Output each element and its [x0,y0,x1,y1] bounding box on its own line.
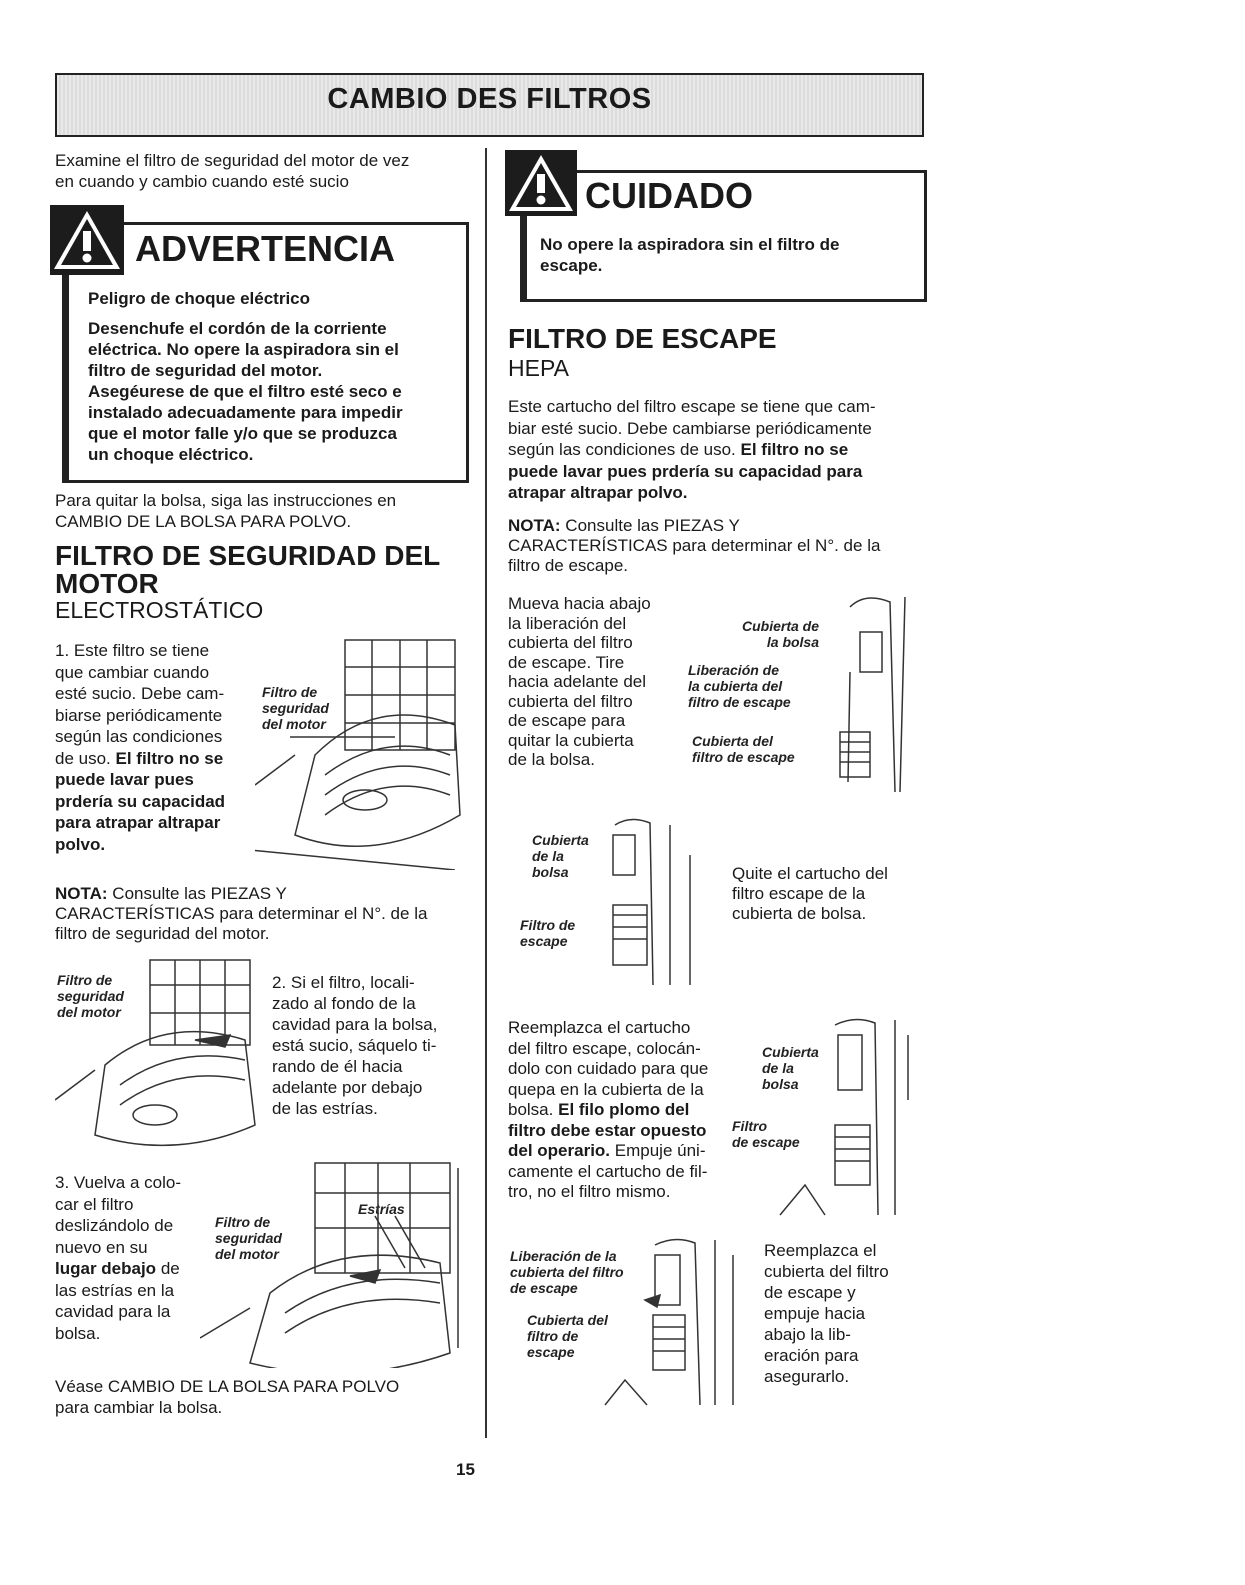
see-also-text: Véase CAMBIO DE LA BOLSA PARA POLVO para cambiar la bolsa. [55,1377,400,1417]
caption-motor-filter-3: Filtro de seguridad del motor [215,1214,282,1262]
caption-release-a: Liberación de la cubierta del filtro de escape [688,662,791,710]
step-3-text: 3. Vuelva a colo- car el filtro deslizándolo de nuevo en su lugar debajo de las estrías en la cavidad para la bolsa. [55,1173,181,1343]
warning-title: ADVERTENCIA [135,228,396,269]
bag-note: Para quitar la bolsa, siga las instrucciones en CAMBIO DE LA BOLSA PARA POLVO. [55,491,397,531]
caption-estrias: Estrías [358,1201,405,1217]
caption-motor-filter-2: Filtro de seguridad del motor [57,972,124,1020]
step-c-text: Reemplazca el cartucho del filtro escape, colocán- dolo con cuidado para que quepa en la cubierta de la bolsa. El filo plomo del filtro debe estar opuesto del operario. Empuje úni- camente el cartucho de fil- tro, no el filtro mismo. [508,1018,709,1201]
caption-motor-filter-1: Filtro de seguridad del motor [262,684,329,732]
nota-exhaust: NOTA: Consulte las PIEZAS Y CARACTERÍSTICAS para determinar el N°. de la filtro de escape. [508,516,881,575]
caption-exhaust-cover-d: Cubierta del filtro de escape [527,1312,608,1360]
exhaust-illustration-c [770,1015,915,1220]
warning-subtitle: Peligro de choque eléctrico [88,289,311,308]
motor-filter-illustration-1 [255,635,465,870]
step-d-text: Reemplazca el cubierta del filtro de escape y empuje hacia abajo la lib- eración para asegurarlo. [764,1241,889,1386]
caption-bag-cover-a: Cubierta de la bolsa [742,618,820,650]
motor-filter-heading: FILTRO DE SEGURIDAD DEL MOTOR [55,540,441,599]
motor-filter-illustration-2 [55,955,265,1155]
step-b-text: Quite el cartucho del filtro escape de la cubierta de bolsa. [732,864,888,923]
exhaust-filter-heading: FILTRO DE ESCAPE [508,323,777,354]
caption-exhaust-filter-b: Filtro de escape [520,917,576,949]
page-title: CAMBIO DES FILTROS [327,83,652,115]
exhaust-filter-paragraph: Este cartucho del filtro escape se tiene que cam- biar esté sucio. Debe cambiarse periódicamente según las condiciones de uso. El filtro no se puede lavar pues prdería su capacidad para atrapar altrapar polvo. [508,397,876,502]
caution-text: No opere la aspiradora sin el filtro de escape. [540,235,840,275]
exhaust-illustration-d [585,1235,755,1410]
intro-text: Examine el filtro de seguridad del motor de vez en cuando y cambio cuando esté sucio [55,151,410,191]
nota-motor: NOTA: Consulte las PIEZAS Y CARACTERÍSTICAS para determinar el N°. de la filtro de seguridad del motor. [55,884,428,943]
caption-release-d: Liberación de la cubierta del filtro de escape [510,1248,624,1296]
column-divider [485,148,487,1438]
caption-exhaust-cover-a: Cubierta del filtro de escape [692,733,795,765]
step-2-text: 2. Si el filtro, locali- zado al fondo de la cavidad para la bolsa, está sucio, sáquelo ti- rando de él hacia adelante por debajo de las estrías. [272,973,438,1118]
caution-title: CUIDADO [585,175,753,216]
motor-filter-illustration-3 [200,1158,462,1368]
caption-bag-cover-c: Cubierta de la bolsa [762,1044,819,1092]
exhaust-filter-subheading: HEPA [508,355,569,381]
page-number: 15 [456,1460,475,1479]
caution-triangle-icon [505,150,577,216]
motor-filter-subheading: ELECTROSTÁTICO [55,597,264,623]
warning-triangle-icon [50,205,124,275]
caption-exhaust-filter-c: Filtro de escape [732,1118,800,1150]
exhaust-illustration-a [820,592,920,797]
warning-text: Desenchufe el cordón de la corriente eléctrica. No opere la aspiradora sin el filtro de seguridad del motor. Asegéurese de que el filtro esté seco e instalado adecuadamente para impedir que el motor falle y/o que se produzca un choque eléctrico. [88,319,403,464]
step-1-text: 1. Este filtro se tiene que cambiar cuando esté sucio. Debe cam- biarse periódicamente según las condiciones de uso. El filtro no se puede lavar pues prdería su capacidad para atrapar altrapar polvo. [55,641,226,854]
section-header-band [55,73,924,137]
caption-bag-cover-b: Cubierta de la bolsa [532,832,589,880]
exhaust-illustration-b [595,815,715,995]
step-a-text: Mueva hacia abajo la liberación del cubierta del filtro de escape. Tire hacia adelante del cubierta del filtro de escape para quitar la cubierta de la bolsa. [508,594,651,769]
